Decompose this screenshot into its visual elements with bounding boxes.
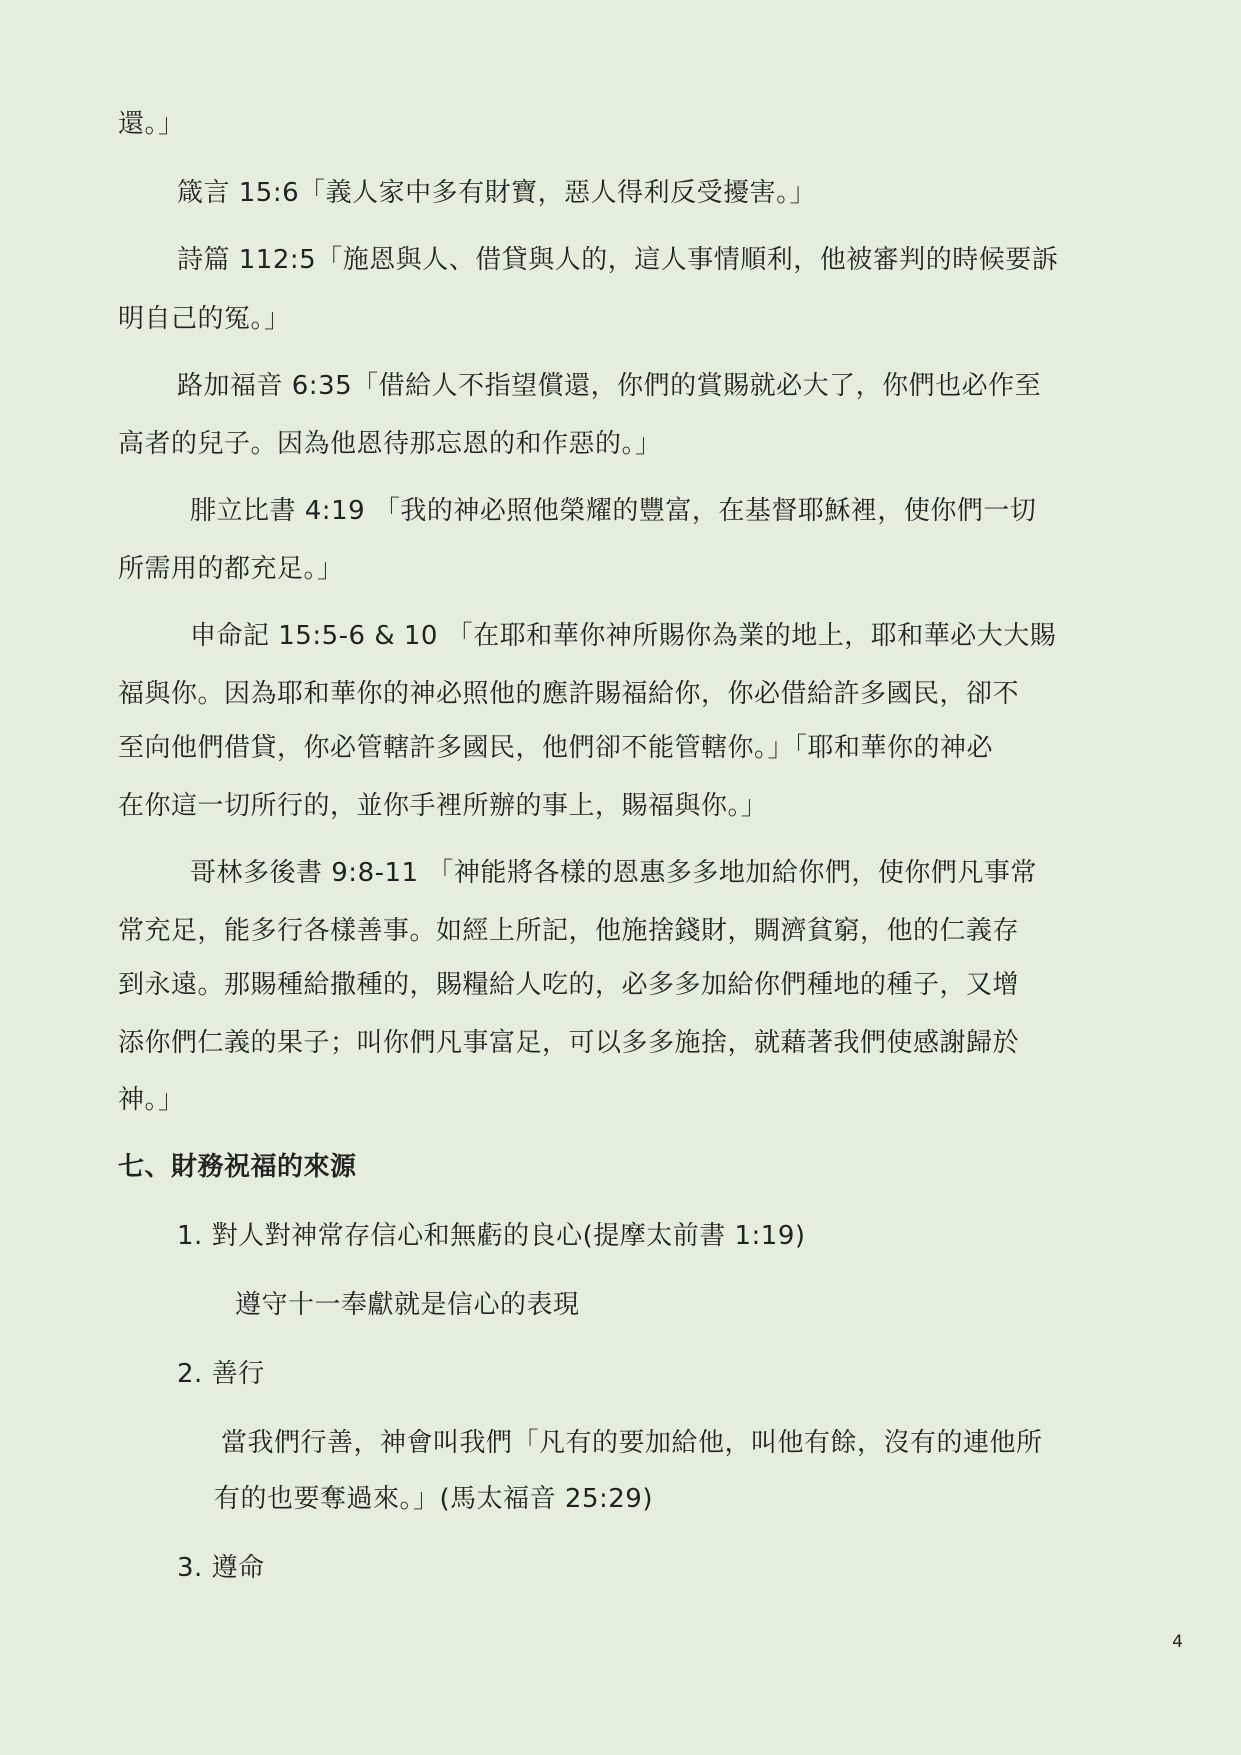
text-line: 還。」 bbox=[118, 109, 185, 139]
verse-philippians-4-19: 腓立比書 4:19 「我的神必照他榮耀的豐富，在基督耶穌裡，使你們一切 bbox=[190, 496, 1037, 526]
section-heading: 七、財務祝福的來源 bbox=[118, 1152, 357, 1182]
list-item-1-note: 遵守十一奉獻就是信心的表現 bbox=[235, 1290, 580, 1320]
list-item-2-text: 當我們行善，神會叫我們「凡有的要加給他，叫他有餘，沒有的連他所 bbox=[221, 1428, 1043, 1458]
verse-proverbs-15-6: 箴言 15:6「義人家中多有財寶，惡人得利反受擾害。」 bbox=[177, 178, 817, 208]
text-line: 高者的兒子。因為他恩待那忘恩的和作惡的。」 bbox=[118, 429, 662, 459]
page-number: 4 bbox=[1172, 1632, 1183, 1652]
text-line: 所需用的都充足。」 bbox=[118, 554, 344, 584]
verse-luke-6-35: 路加福音 6:35「借給人不指望償還，你們的賞賜就必大了，你們也必作至 bbox=[177, 371, 1042, 401]
text-line: 在你這一切所行的，並你手裡所辦的事上，賜福與你。」 bbox=[118, 791, 768, 821]
text-line: 到永遠。那賜種給撒種的，賜糧給人吃的，必多多加給你們種地的種子，又增 bbox=[118, 970, 1020, 1000]
text-line: 常充足，能多行各樣善事。如經上所記，他施捨錢財，賙濟貧窮，他的仁義存 bbox=[118, 916, 1020, 946]
text-line: 至向他們借貸，你必管轄許多國民，他們卻不能管轄你。」「耶和華你的神必 bbox=[118, 733, 994, 763]
text-line: 添你們仁義的果子；叫你們凡事富足，可以多多施捨，就藉著我們使感謝歸於 bbox=[118, 1028, 1020, 1058]
text-line: 明自己的冤。」 bbox=[118, 304, 291, 334]
list-item-2-text: 有的也要奪過來。」(馬太福音 25:29) bbox=[214, 1484, 653, 1514]
text-line: 神。」 bbox=[118, 1085, 185, 1115]
list-item-1: 1. 對人對神常存信心和無虧的良心(提摩太前書 1:19) bbox=[177, 1221, 806, 1251]
text-line: 福與你。因為耶和華你的神必照他的應許賜福給你，你必借給許多國民，卻不 bbox=[118, 679, 1020, 709]
list-item-3: 3. 遵命 bbox=[177, 1553, 265, 1583]
verse-2-corinthians-9: 哥林多後書 9:8-11 「神能將各樣的恩惠多多地加給你們，使你們凡事常 bbox=[190, 858, 1037, 888]
verse-deuteronomy-15: 申命記 15:5-6 & 10 「在耶和華你神所賜你為業的地上，耶和華必大大賜 bbox=[190, 621, 1057, 651]
list-item-2: 2. 善行 bbox=[177, 1359, 265, 1389]
verse-psalm-112-5: 詩篇 112:5「施恩與人、借貸與人的，這人事情順利，他被審判的時候要訴 bbox=[177, 245, 1059, 275]
